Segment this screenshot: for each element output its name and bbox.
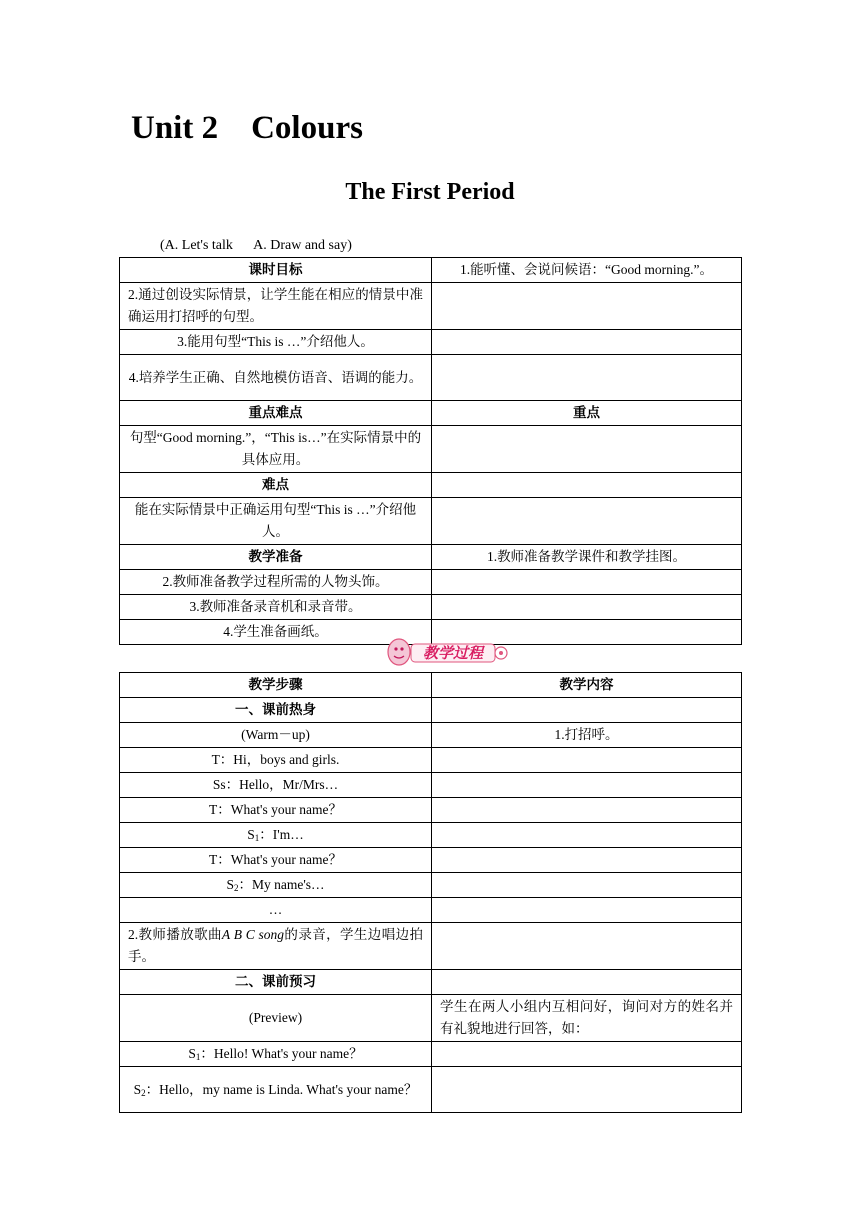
table-cell xyxy=(432,898,742,923)
table-row xyxy=(120,498,742,545)
table-cell: T：What's your name？ xyxy=(120,798,432,823)
table-row xyxy=(120,923,742,970)
table-row xyxy=(120,545,742,570)
table-row xyxy=(120,330,742,355)
table-cell: 二、课前预习 xyxy=(120,970,432,995)
table-cell xyxy=(432,970,742,995)
dialogue-text: ：Hello! What's your name？ xyxy=(200,1046,363,1061)
table-cell: 2.通过创设实际情景，让学生能在相应的情景中准确运用打招呼的句型。 xyxy=(120,283,432,330)
table-cell xyxy=(120,1067,432,1113)
table-row xyxy=(120,898,742,923)
table-row xyxy=(120,283,742,330)
table-cell: 教学准备 xyxy=(120,545,432,570)
table-cell: 课时目标 xyxy=(120,258,432,283)
dialogue-text: ：Hello，my name is Linda. What's your name？ xyxy=(145,1081,418,1097)
speaker-label: S xyxy=(226,877,234,892)
speaker-label: S xyxy=(188,1046,196,1061)
table-cell: 一、课前热身 xyxy=(120,698,432,723)
table-cell xyxy=(432,473,742,498)
table-cell xyxy=(432,498,742,545)
table-cell xyxy=(432,355,742,401)
speaker-number: 1 xyxy=(195,1052,201,1062)
table-cell xyxy=(432,848,742,873)
table-cell xyxy=(120,923,432,970)
table-row xyxy=(120,848,742,873)
table-row xyxy=(120,401,742,426)
table-cell: 教学步骤 xyxy=(120,673,432,698)
song-step-text: 的录音，学生边唱边拍手。 xyxy=(128,927,424,964)
table-row xyxy=(120,355,742,401)
table-cell xyxy=(432,283,742,330)
table-row xyxy=(120,723,742,748)
speaker-number: 1 xyxy=(254,833,260,843)
table-cell xyxy=(432,595,742,620)
table-cell: 能在实际情景中正确运用句型“This is …”介绍他人。 xyxy=(120,498,432,545)
table-cell: 4.学生准备画纸。 xyxy=(120,620,432,645)
table-cell: 4.培养学生正确、自然地模仿语音、语调的能力。 xyxy=(120,355,432,401)
dialogue-text: ：My name's… xyxy=(238,877,325,892)
table-cell: 难点 xyxy=(120,473,432,498)
table-cell: 重点 xyxy=(432,401,742,426)
speaker-number: 2 xyxy=(141,1087,146,1098)
table-cell xyxy=(432,330,742,355)
table-cell: 句型“Good morning.”，“This is…”在实际情景中的具体应用。 xyxy=(120,426,432,473)
table-row xyxy=(120,473,742,498)
cartoon-icon xyxy=(388,639,410,665)
table-row xyxy=(120,1067,742,1113)
song-step-text: 2.教师播放歌曲 xyxy=(128,927,222,942)
table-row xyxy=(120,970,742,995)
table-row xyxy=(120,798,742,823)
table-cell xyxy=(120,823,432,848)
table-cell: T：Hi，boys and girls. xyxy=(120,748,432,773)
table-cell: 3.教师准备录音机和录音带。 xyxy=(120,595,432,620)
table-row xyxy=(120,748,742,773)
table-row xyxy=(120,258,742,283)
table-cell xyxy=(432,873,742,898)
table-cell: (Warm－up) xyxy=(120,723,432,748)
table-row xyxy=(120,773,742,798)
banner-text: 教学过程 xyxy=(422,644,484,662)
table-cell: 1.能听懂、会说问候语：“Good morning.”。 xyxy=(432,258,742,283)
cartoon-eye xyxy=(394,647,397,650)
table-cell: 1.打招呼。 xyxy=(432,723,742,748)
table-cell: 重点难点 xyxy=(120,401,432,426)
speaker-label: S xyxy=(133,1081,142,1097)
table-cell xyxy=(432,426,742,473)
teaching-process-banner xyxy=(385,636,509,668)
table-cell: 1.教师准备教学课件和教学挂图。 xyxy=(432,545,742,570)
table-row xyxy=(120,1042,742,1067)
teaching-process-table xyxy=(119,672,742,1113)
dialogue-text: ：I'm… xyxy=(259,827,304,842)
lesson-subtitle: (A. Let's talk A. Draw and say) xyxy=(160,238,352,253)
table-cell xyxy=(432,748,742,773)
target-icon-center xyxy=(499,651,503,655)
table-cell xyxy=(432,798,742,823)
table-cell xyxy=(432,570,742,595)
table-cell: Ss：Hello，Mr/Mrs… xyxy=(120,773,432,798)
table-row xyxy=(120,426,742,473)
table-cell: 学生在两人小组内互相问好，询问对方的姓名并有礼貌地进行回答，如： xyxy=(432,995,742,1042)
period-title: The First Period xyxy=(345,179,515,205)
table-cell: T：What's your name？ xyxy=(120,848,432,873)
table-cell xyxy=(432,1067,742,1113)
lesson-plan-table xyxy=(119,257,742,645)
table-cell: 2.教师准备教学过程所需的人物头饰。 xyxy=(120,570,432,595)
table-row xyxy=(120,673,742,698)
table-row xyxy=(120,873,742,898)
table-row xyxy=(120,570,742,595)
table-cell xyxy=(432,773,742,798)
table-cell: 3.能用句型“This is …”介绍他人。 xyxy=(120,330,432,355)
table-cell: … xyxy=(120,898,432,923)
table-cell xyxy=(432,823,742,848)
speaker-label: S xyxy=(247,827,255,842)
table-row xyxy=(120,995,742,1042)
table-cell xyxy=(432,1042,742,1067)
song-title: A B C song xyxy=(221,927,285,942)
table-cell: (Preview) xyxy=(120,995,432,1042)
table-row xyxy=(120,595,742,620)
cartoon-eye xyxy=(400,647,403,650)
table-row xyxy=(120,698,742,723)
speaker-number: 2 xyxy=(233,883,239,893)
table-row xyxy=(120,823,742,848)
table-cell xyxy=(120,1042,432,1067)
table-cell: 教学内容 xyxy=(432,673,742,698)
table-cell xyxy=(120,873,432,898)
unit-title: Unit 2 Colours xyxy=(131,110,363,146)
table-cell xyxy=(432,698,742,723)
table-cell xyxy=(432,923,742,970)
